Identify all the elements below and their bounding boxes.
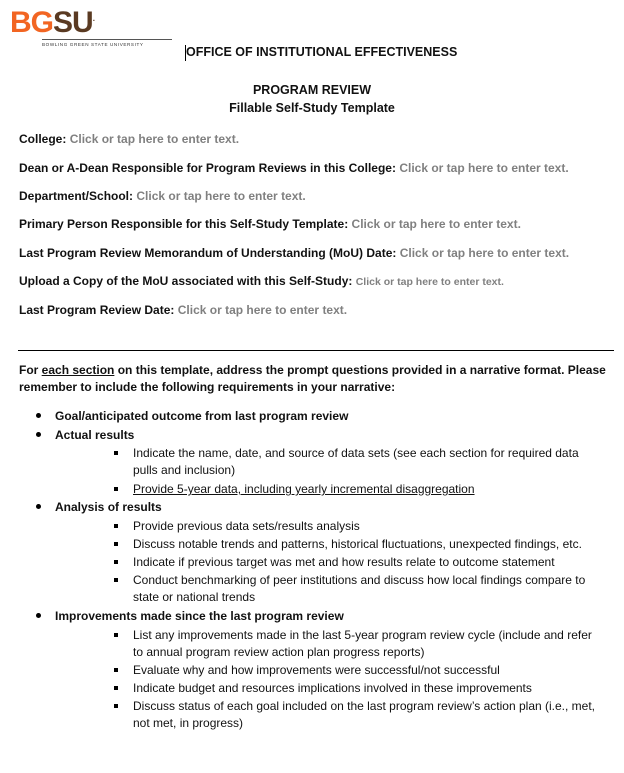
- logo-subtitle: BOWLING GREEN STATE UNIVERSITY: [42, 42, 144, 47]
- field-last-review-date: [19, 303, 347, 317]
- logo-divider: [42, 39, 172, 40]
- field-label: College:: [19, 132, 67, 146]
- list-item: Evaluate why and how improvements were successful/not successful: [114, 662, 604, 679]
- square-bullet-icon: [114, 560, 118, 564]
- bullet-icon: [36, 613, 41, 618]
- field-mou-upload: [19, 274, 504, 288]
- mou-date-input[interactable]: Click or tap here to enter text.: [399, 246, 570, 260]
- logo-wordmark: BGSU.: [10, 6, 94, 39]
- square-bullet-icon: [114, 686, 118, 690]
- list-item: Indicate if previous target was met and how results relate to outcome statement: [114, 554, 604, 571]
- primary-person-input[interactable]: Click or tap here to enter text.: [351, 217, 521, 231]
- field-primary-person: [19, 217, 521, 231]
- dean-input[interactable]: Click or tap here to enter text.: [399, 161, 569, 175]
- field-department: [19, 189, 306, 203]
- field-label: Last Program Review Date:: [19, 303, 175, 317]
- square-bullet-icon: [114, 668, 118, 672]
- list-item: Discuss notable trends and patterns, historical fluctuations, unexpected findings, etc.: [114, 536, 604, 553]
- list-item: Conduct benchmarking of peer institutions and discuss how local findings compare to state or national trends: [114, 572, 604, 606]
- square-bullet-icon: [114, 704, 118, 708]
- square-bullet-icon: [114, 524, 118, 528]
- mou-upload-input[interactable]: Click or tap here to enter text.: [355, 276, 504, 288]
- requirement-actual-results: Actual results: [36, 428, 134, 442]
- bgsu-logo: [10, 2, 180, 50]
- page-subtitle: Fillable Self-Study Template: [229, 101, 395, 115]
- field-label: Upload a Copy of the MoU associated with this Self-Study:: [19, 274, 353, 288]
- field-college: [19, 132, 239, 146]
- instructions-paragraph: For each section on this template, address the prompt questions provided in a narrative format. Please remember to include the following requirements in your narrative:: [19, 363, 606, 394]
- bullet-icon: [36, 413, 41, 418]
- office-heading: OFFICE OF INSTITUTIONAL EFFECTIVENESS: [186, 45, 458, 59]
- bullet-icon: [36, 432, 41, 437]
- field-dean: [19, 161, 569, 175]
- list-item: Provide previous data sets/results analysis: [114, 518, 604, 535]
- last-review-date-input[interactable]: Click or tap here to enter text.: [177, 303, 348, 317]
- field-label: Primary Person Responsible for this Self-Study Template:: [19, 217, 349, 231]
- field-label: Last Program Review Memorandum of Understanding (MoU) Date:: [19, 246, 397, 260]
- square-bullet-icon: [114, 633, 118, 637]
- requirement-improvements: Improvements made since the last program review: [36, 609, 344, 623]
- field-label: Dean or A-Dean Responsible for Program Reviews in this College:: [19, 161, 396, 175]
- emphasis-each-section: each section: [41, 363, 115, 377]
- list-item: Indicate budget and resources implications involved in these improvements: [114, 680, 604, 697]
- requirement-goal: Goal/anticipated outcome from last program review: [36, 409, 348, 423]
- page-title: PROGRAM REVIEW: [252, 83, 372, 97]
- list-item: Indicate the name, date, and source of data sets (see each section for required data pulls and inclusion): [114, 445, 604, 479]
- list-item: Provide 5-year data, including yearly incremental disaggregation: [114, 481, 604, 498]
- square-bullet-icon: [114, 487, 118, 491]
- college-input[interactable]: Click or tap here to enter text.: [69, 132, 240, 146]
- field-mou-date: [19, 246, 569, 260]
- list-item: Discuss status of each goal included on the last program review’s action plan (i.e., met, not met, in progress): [114, 698, 604, 732]
- square-bullet-icon: [114, 542, 118, 546]
- list-item: List any improvements made in the last 5-year program review cycle (include and refer to annual program review action plan progress reports): [114, 627, 604, 661]
- field-label: Department/School:: [19, 189, 134, 203]
- requirement-analysis: Analysis of results: [36, 500, 162, 514]
- square-bullet-icon: [114, 451, 118, 455]
- bullet-icon: [36, 504, 41, 509]
- section-divider: [18, 350, 614, 351]
- square-bullet-icon: [114, 578, 118, 582]
- department-input[interactable]: Click or tap here to enter text.: [136, 189, 306, 203]
